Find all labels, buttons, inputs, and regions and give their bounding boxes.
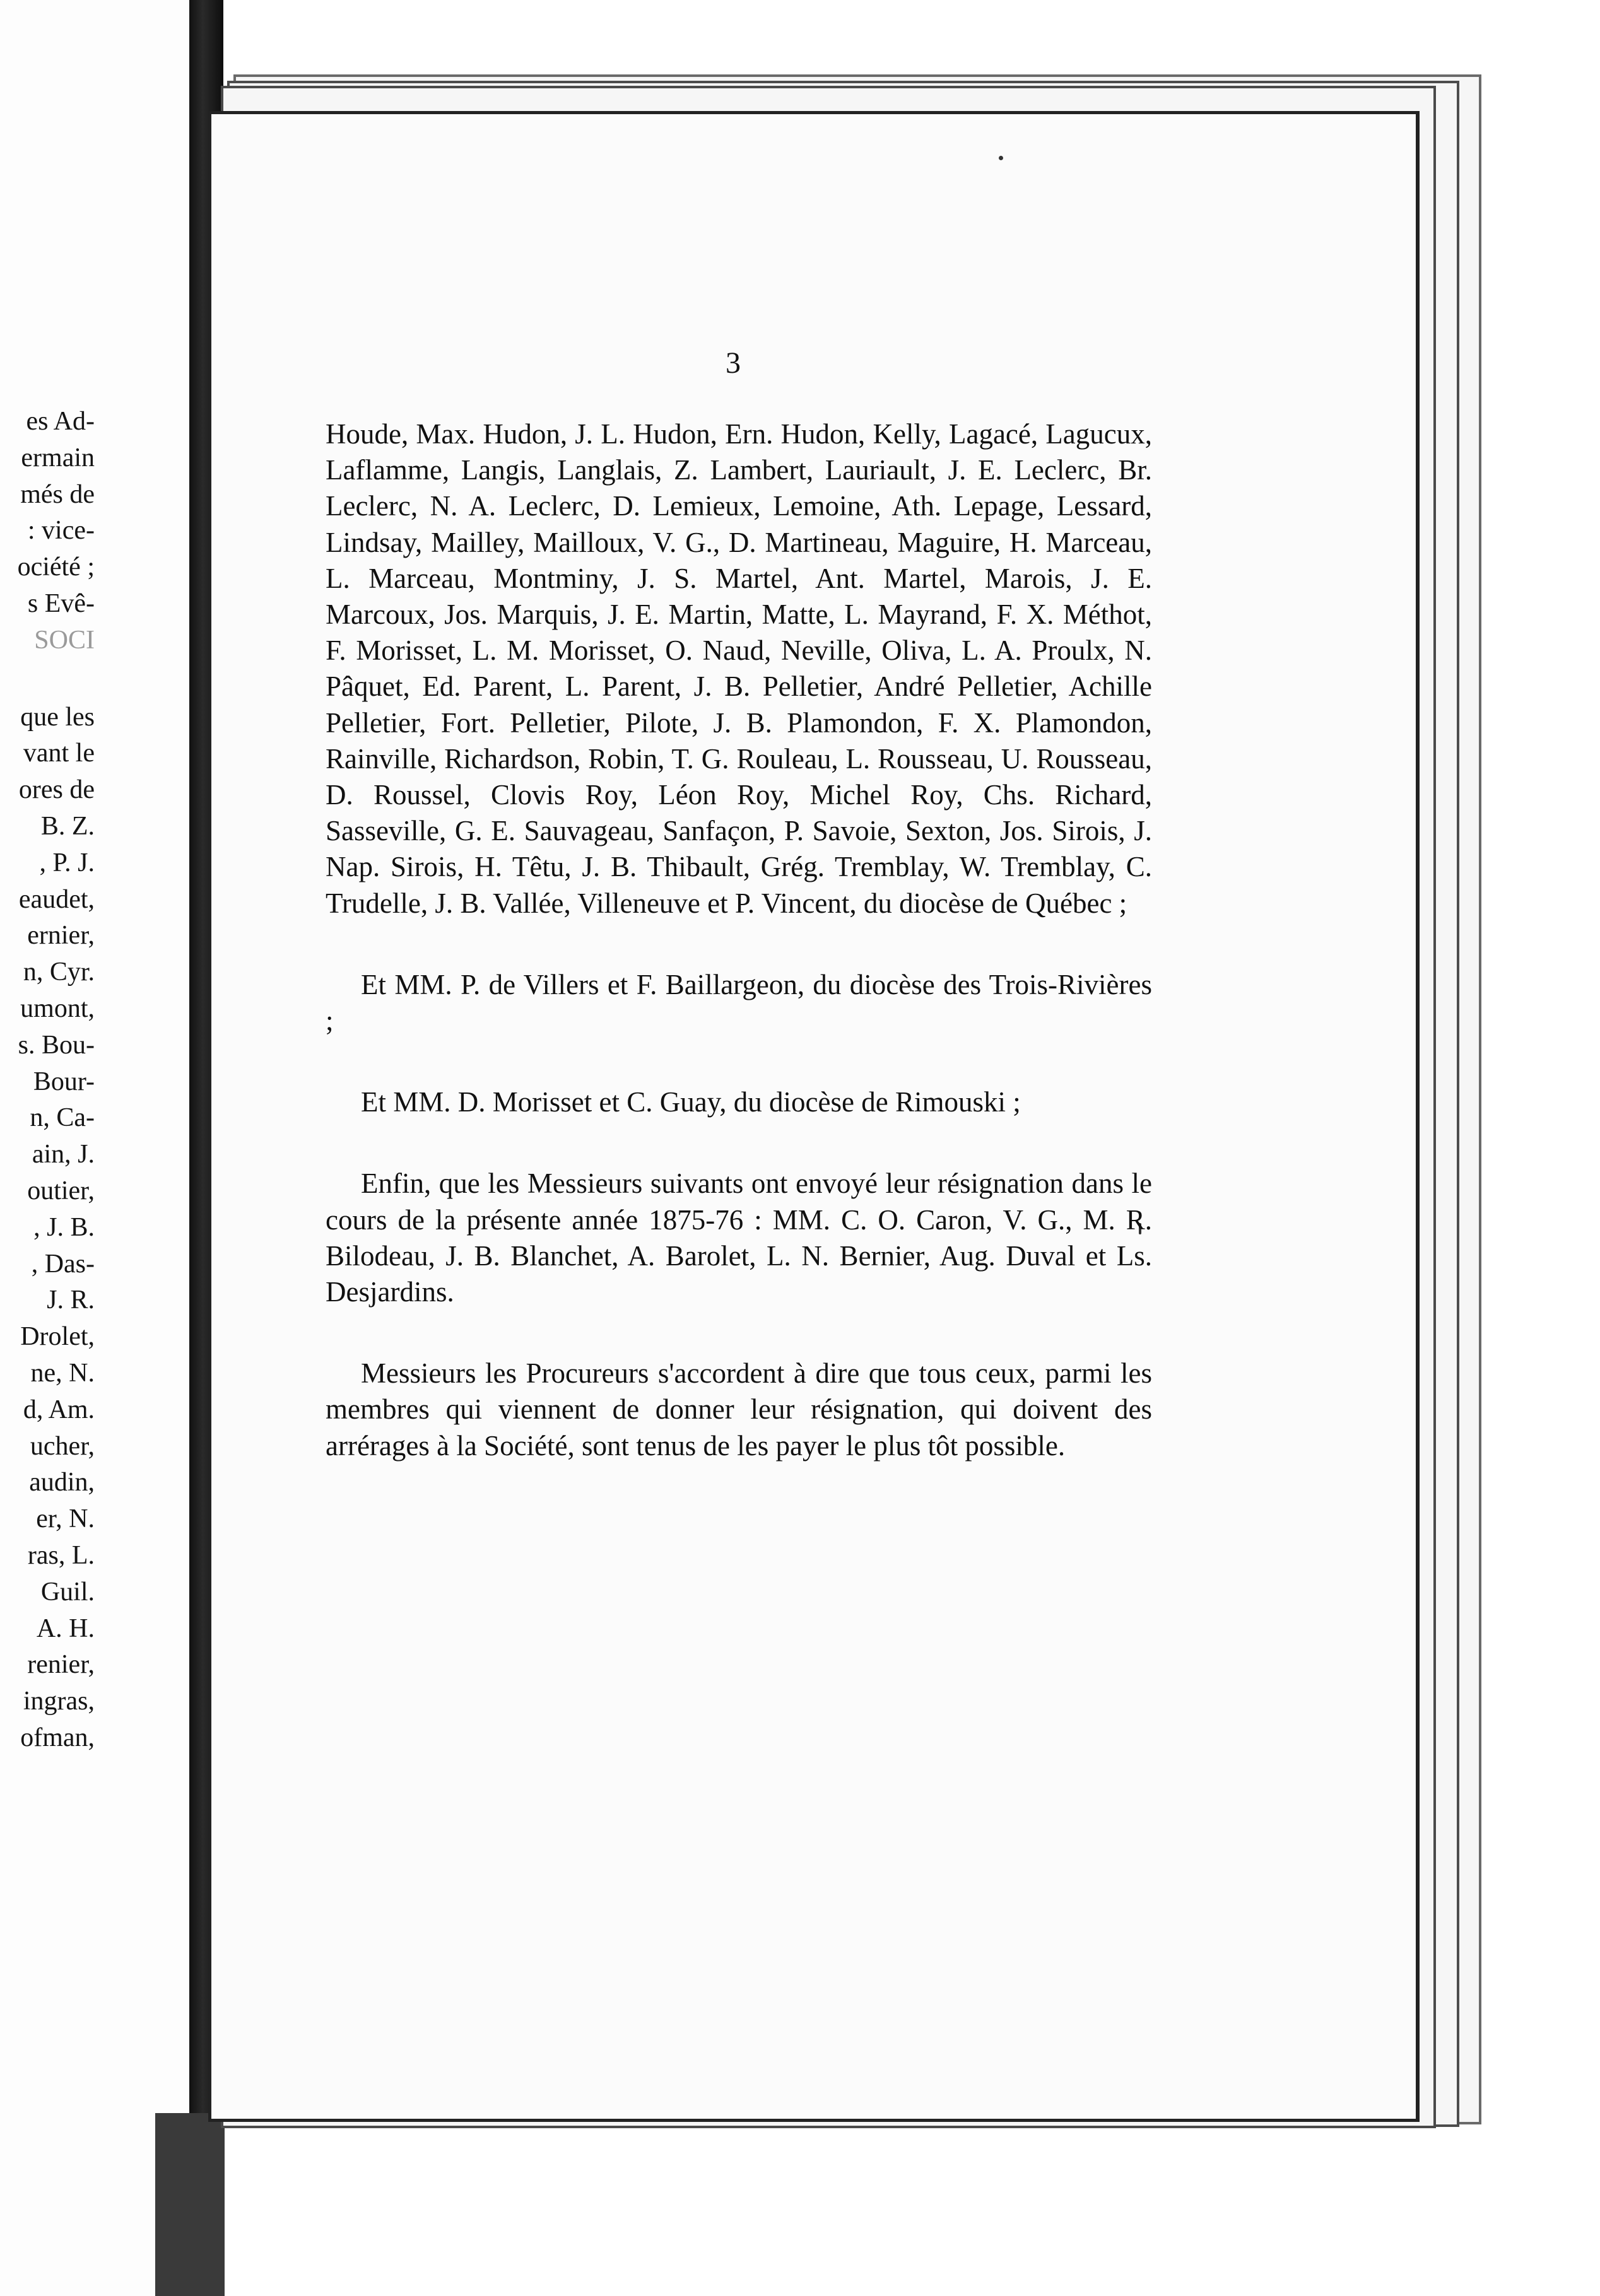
left-page-line: eaudet, — [18, 884, 95, 914]
page-body-text — [326, 416, 1152, 1509]
left-page-line: ores de — [18, 775, 95, 805]
binding-shadow — [155, 2113, 225, 2296]
paragraph-trois-rivieres: Et MM. P. de Villers et F. Baillargeon, du diocèse des Trois-Rivières ; — [326, 968, 1152, 1037]
paragraph-member-list-quebec: Houde, Max. Hudon, J. L. Hudon, Ern. Hudon, Kelly, Lagacé, Lagucux, Laflamme, Langis, Langlais, Z. Lambert, Lauriault, J. E. Leclerc, Br. Leclerc, N. A. Leclerc, D. Lemieux, Lemoine, Ath. Lepage, Lessard, Lindsay, Mailley, Mailloux, V. G., D. Martineau, Maguire, H. Marceau, L. Marceau, Montminy, J. S. Martel, Ant. Martel, Marois, J. E. Marcoux, Jos. Marquis, J. E. Martin, Matte, L. Mayrand, F. X. Méthot, F. Morisset, L. M. Morisset, O. Naud, Neville, Oliva, L. A. Proulx, N. Pâquet, Ed. Parent, L. Parent, J. B. Pelletier, André Pelletier, Achille Pelletier, Fort. Pelletier, Pilote, J. B. Plamondon, F. X. Plamondon, Rainville, Richardson, Robin, T. G. Rouleau, L. Rousseau, U. Rousseau, D. Roussel, Clovis Roy, Léon Roy, Michel Roy, Chs. Richard, Sasseville, G. E. Sauvageau, Sanfaçon, P. Savoie, Sexton, Jos. Sirois, J. Nap. Sirois, H. Têtu, J. B. Thibault, Grég. Tremblay, W. Tremblay, C. Trudelle, J. B. Vallée, Villeneuve et P. Vincent, du diocèse de Québec ; — [326, 418, 1152, 919]
left-facing-page — [0, 0, 189, 2296]
left-page-line: ofman, — [20, 1723, 95, 1752]
left-page-text-column — [0, 404, 95, 1757]
left-page-line: ne, N. — [30, 1358, 95, 1388]
left-page-line: Guil. — [40, 1577, 95, 1607]
left-page-line: s Evê- — [27, 589, 95, 618]
left-page-line: d, Am. — [23, 1395, 95, 1424]
left-page-line: ermain — [21, 443, 95, 472]
left-page-line: ingras, — [23, 1687, 95, 1716]
page-number: 3 — [726, 346, 741, 380]
left-page-line: s. Bou- — [18, 1030, 95, 1060]
paragraph-rimouski: Et MM. D. Morisset et C. Guay, du diocèse de Rimouski ; — [361, 1086, 1021, 1118]
left-page-line: : vice- — [27, 516, 95, 546]
left-page-line: ain, J. — [32, 1140, 95, 1169]
left-page-line: es Ad- — [26, 407, 95, 436]
left-page-line: , Das- — [31, 1249, 95, 1279]
left-page-line: J. R. — [47, 1286, 95, 1315]
left-page-line: Bour- — [33, 1067, 95, 1096]
left-page-line: audin, — [29, 1468, 95, 1497]
paragraph-arrears-notice: Messieurs les Procureurs s'accordent à dire que tous ceux, parmi les membres qui viennent de donner leur résignation, qui doivent des arrérages à la Société, sont tenus de les payer le plus tôt possible. — [326, 1357, 1152, 1461]
paragraph-resignations: Enfin, que les Messieurs suivants ont envoyé leur résignation dans le cours de la présente année 1875-76 : MM. C. O. Caron, V. G., M. R. Bilodeau, J. B. Blanchet, A. Barolet, L. N. Bernier, Aug. Duval et Ls. Desjardins. — [326, 1168, 1152, 1308]
left-page-line: més de — [20, 479, 95, 509]
left-page-line: n, Cyr. — [23, 958, 95, 987]
left-page-line: er, N. — [36, 1504, 95, 1534]
left-page-line: renier, — [27, 1650, 95, 1680]
left-page-line: ociété ; — [17, 553, 95, 582]
left-page-line: , P. J. — [39, 848, 95, 877]
left-page-line — [0, 659, 95, 700]
left-page-line: Drolet, — [20, 1322, 95, 1352]
left-page-line: umont, — [20, 993, 95, 1023]
left-page-line: SOCI — [34, 625, 95, 655]
left-page-line: B. Z. — [40, 811, 95, 841]
left-page-line: ras, L. — [27, 1540, 95, 1570]
left-page-line: n, Ca- — [30, 1103, 95, 1133]
left-page-line: vant le — [23, 739, 95, 768]
left-page-line: outier, — [27, 1176, 95, 1205]
left-page-line: ernier, — [27, 921, 95, 951]
left-page-line: que les — [20, 702, 95, 732]
left-page-line: A. H. — [36, 1614, 95, 1643]
paper-speck — [999, 156, 1003, 160]
left-page-line: ucher, — [30, 1431, 95, 1461]
left-page-line: , J. B. — [33, 1212, 95, 1242]
